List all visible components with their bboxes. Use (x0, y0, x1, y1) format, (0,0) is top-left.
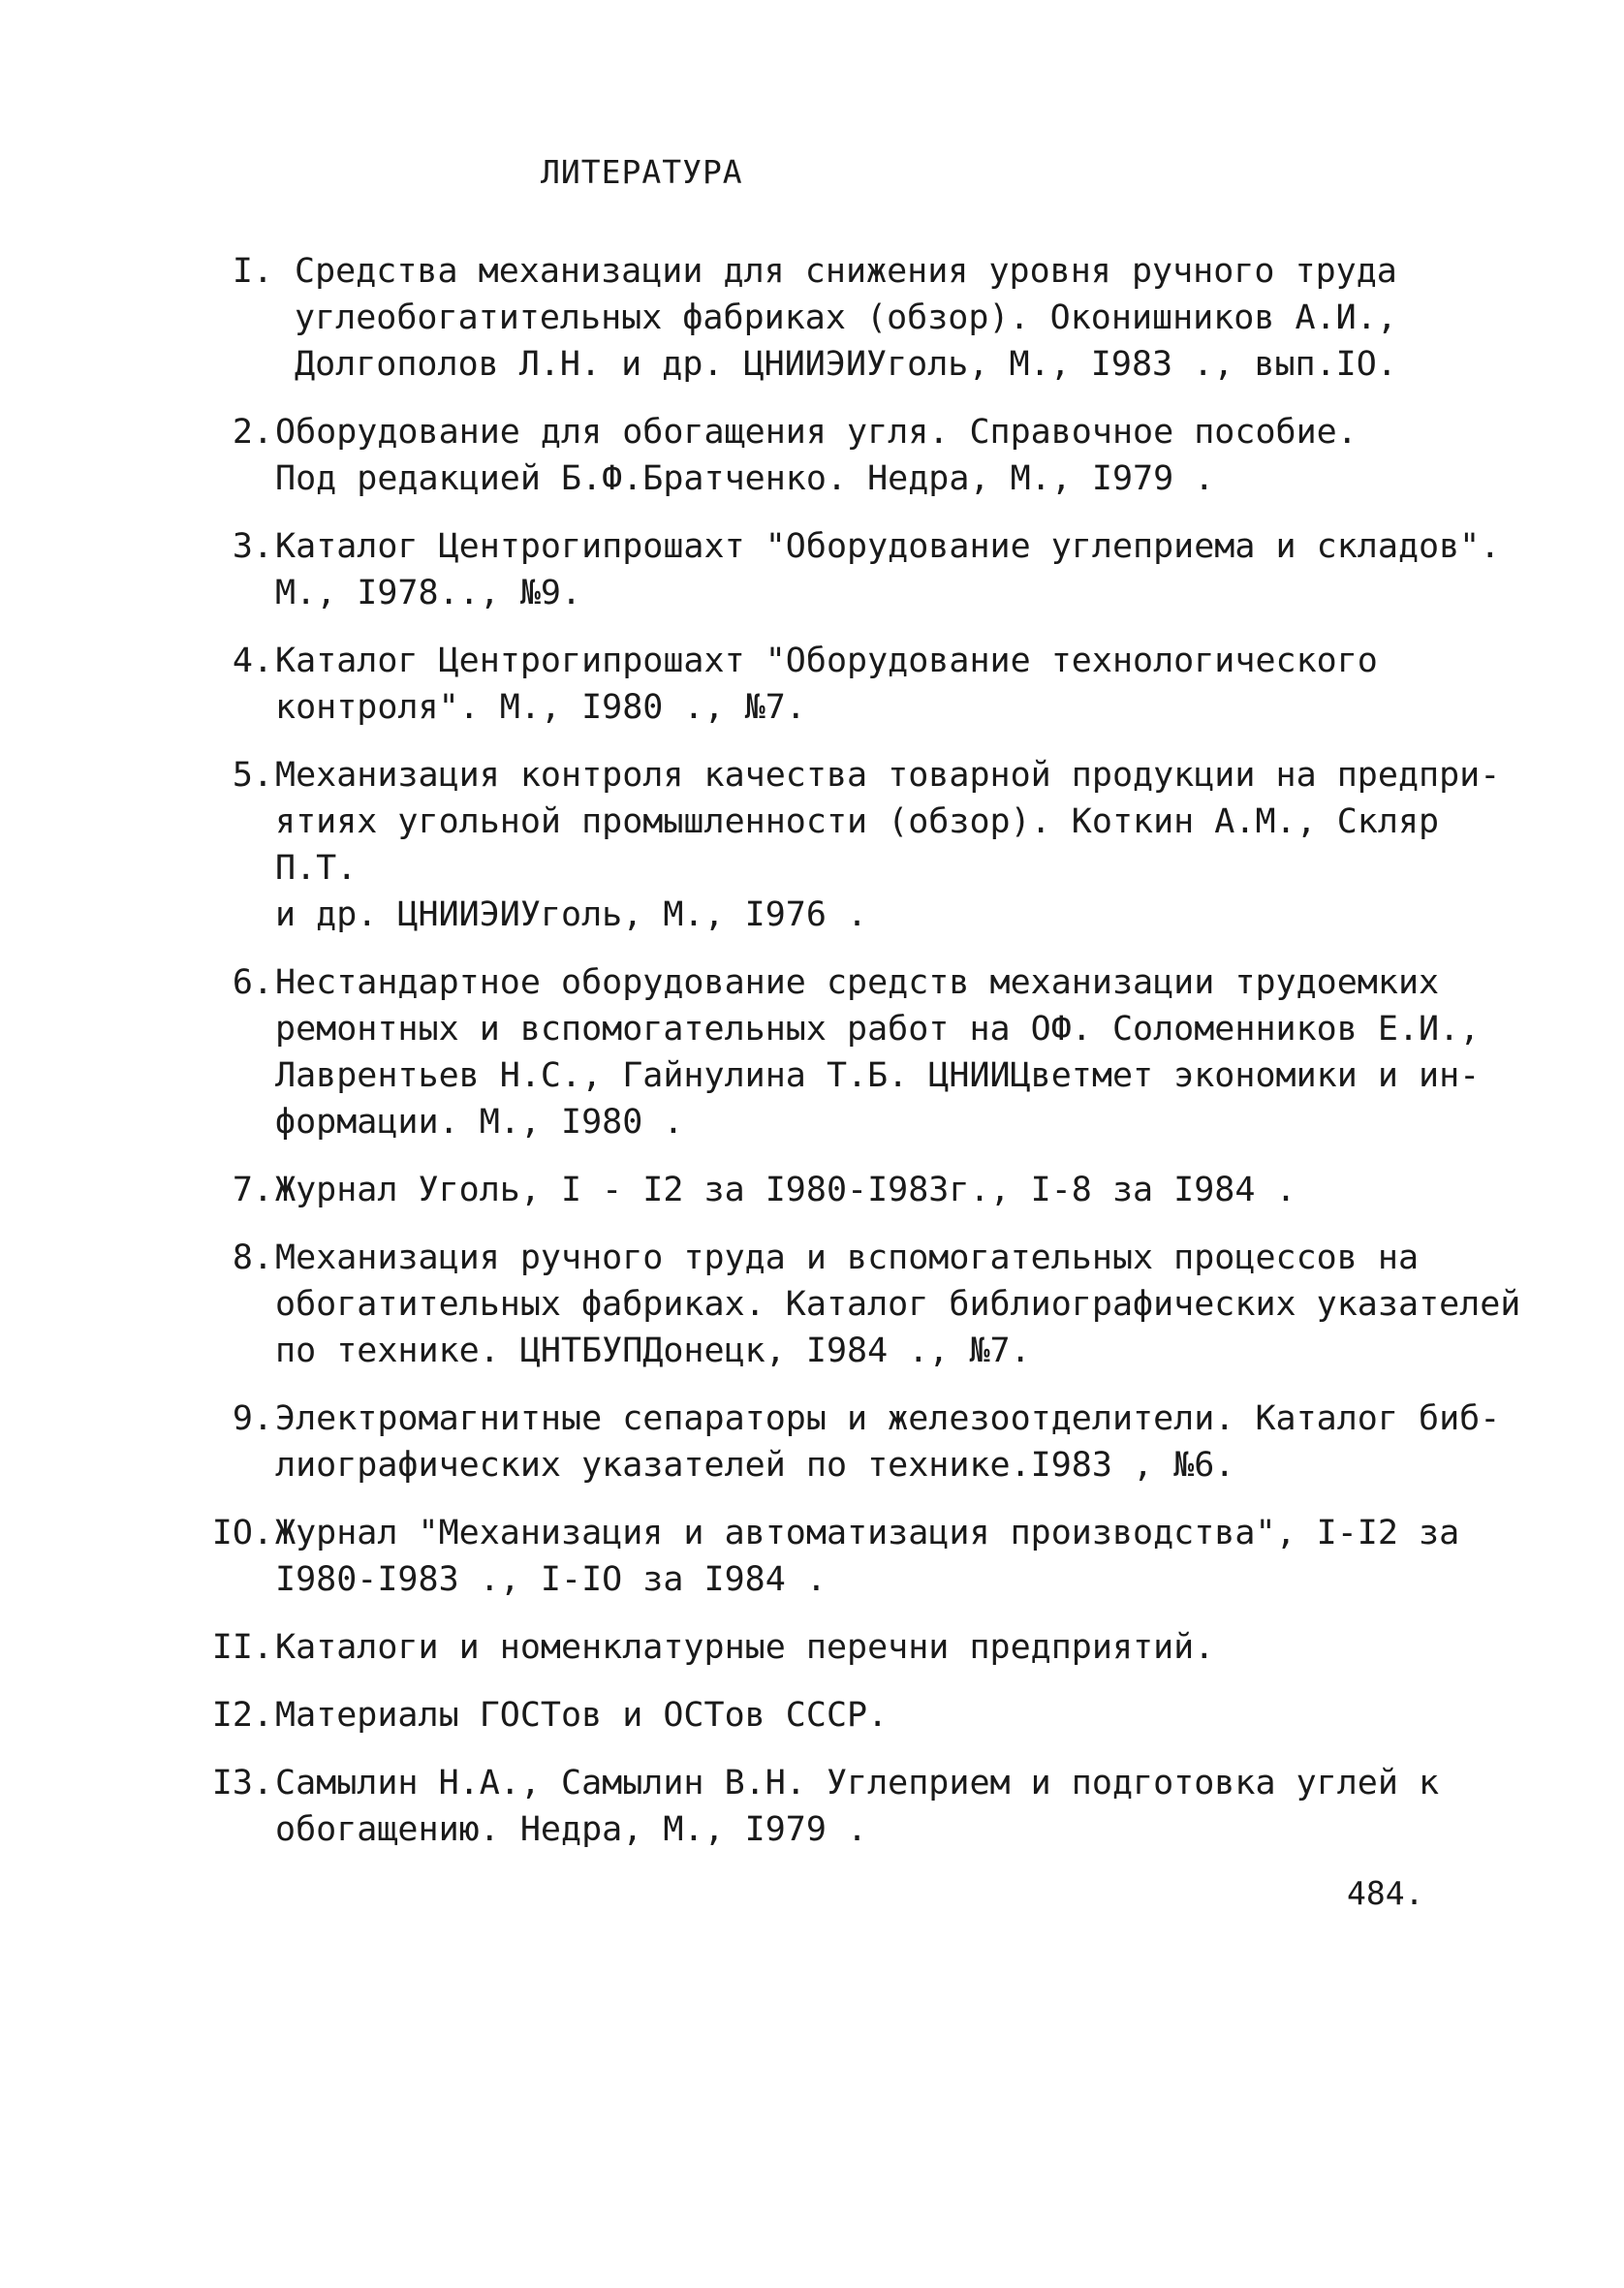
reference-number: 5. (232, 756, 273, 795)
reference-item (194, 1760, 1531, 1853)
reference-number: II. (211, 1628, 273, 1667)
reference-text: Электромагнитные сепараторы и железоотделители. Каталог биб- лиографических указателей по технике.I983 , №6. (275, 1399, 1501, 1485)
reference-text: Механизация контроля качества товарной продукции на предпри- ятиях угольной промышленности (обзор). Коткин А.М., Скляр П.Т. и др. ЦНИИЭИУголь, М., I976 . (275, 756, 1501, 934)
reference-number: 2. (232, 413, 273, 452)
reference-item (194, 638, 1531, 731)
reference-item (194, 959, 1531, 1145)
reference-number: IO. (211, 1514, 273, 1552)
reference-text: Оборудование для обогащения угля. Справочное пособие. Под редакцией Б.Ф.Братченко. Недра, М., I979 . (275, 413, 1358, 498)
reference-text: Каталоги и номенклатурные перечни предприятий. (275, 1628, 1215, 1667)
reference-item (194, 1510, 1531, 1603)
reference-item (194, 1167, 1531, 1213)
reference-item (194, 1395, 1531, 1489)
reference-number: 7. (232, 1171, 273, 1209)
reference-text: Журнал Уголь, I - I2 за I980-I983г., I-8 за I984 . (275, 1171, 1296, 1209)
reference-text: Журнал "Механизация и автоматизация производства", I-I2 за I980-I983 ., I-IO за I984 . (275, 1514, 1460, 1599)
page-number: 484. (1347, 1874, 1424, 1912)
reference-text: Каталог Центрогипрошахт "Оборудование технологического контроля". М., I980 ., №7. (275, 642, 1378, 727)
reference-number: I2. (211, 1696, 273, 1735)
reference-item (194, 1624, 1531, 1671)
reference-number: 6. (232, 963, 273, 1002)
reference-item (194, 752, 1531, 938)
reference-item (194, 1692, 1531, 1739)
reference-list (194, 248, 1531, 1874)
reference-number: 8. (232, 1238, 273, 1277)
reference-text: Каталог Центрогипрошахт "Оборудование углеприема и складов". М., I978.., №9. (275, 527, 1501, 612)
reference-text: Нестандартное оборудование средств механизации трудоемких ремонтных и вспомогательных работ на ОФ. Соломенников Е.И., Лаврентьев Н.С., Гайнулина Т.Б. ЦНИИЦветмет экономики и ин- формации. М., I980 . (275, 963, 1481, 1142)
reference-number: 3. (232, 527, 273, 566)
reference-item (194, 523, 1531, 616)
page-title: ЛИТЕРАТУРА (541, 153, 743, 191)
reference-number: 4. (232, 642, 273, 680)
reference-number: I. (232, 252, 273, 291)
reference-number: I3. (211, 1764, 273, 1802)
reference-item (194, 248, 1531, 388)
reference-item (194, 409, 1531, 502)
reference-text: Средства механизации для снижения уровня ручного труда углеобогатительных фабриках (обзор). Оконишников А.И., Долгополов Л.Н. и др. ЦНИИЭИУголь, М., I983 ., вып.IO. (295, 252, 1397, 384)
reference-number: 9. (232, 1399, 273, 1438)
reference-text: Самылин Н.А., Самылин В.Н. Углеприем и подготовка углей к обогащению. Недра, М., I979 . (275, 1764, 1440, 1849)
reference-item (194, 1235, 1531, 1374)
reference-text: Механизация ручного труда и вспомогательных процессов на обогатительных фабриках. Каталог библиографических указателей по технике. ЦНТБУПДонецк, I984 ., №7. (275, 1238, 1521, 1370)
reference-text: Материалы ГОСТов и ОСТов СССР. (275, 1696, 889, 1735)
